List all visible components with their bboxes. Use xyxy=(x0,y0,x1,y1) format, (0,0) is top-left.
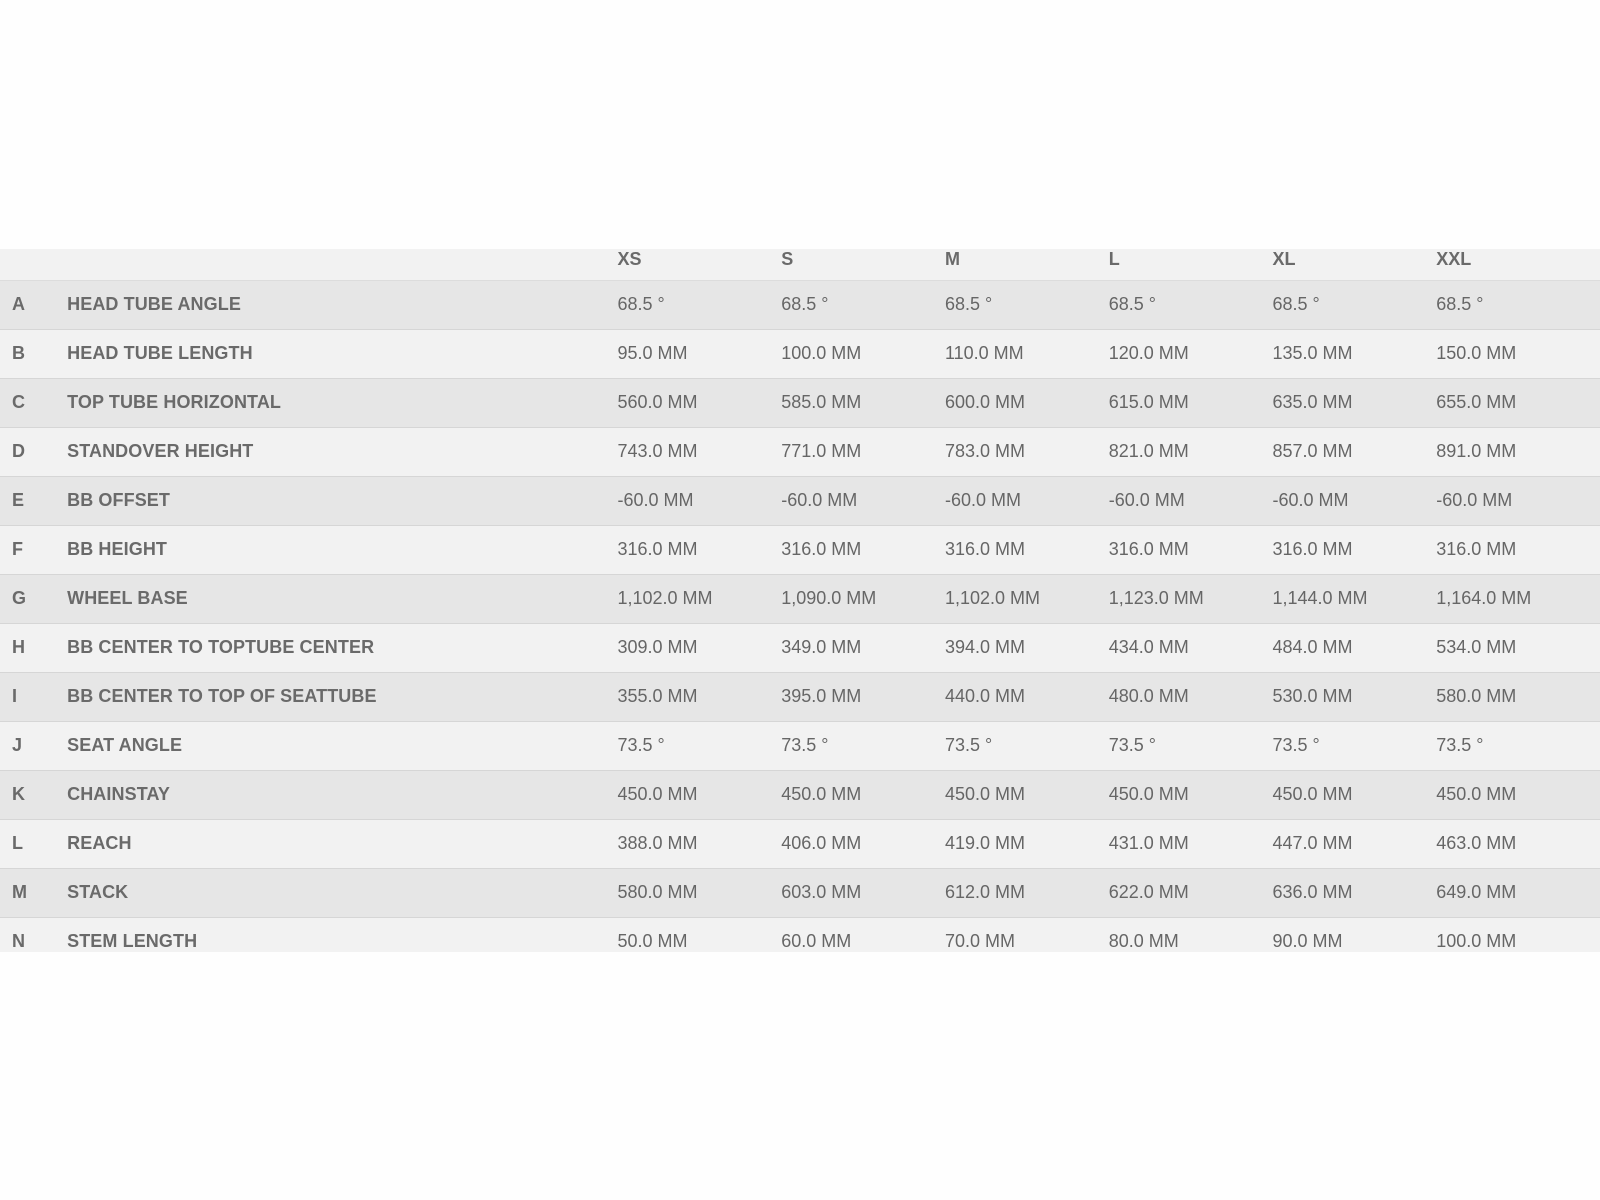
cell-value: 530.0 MM xyxy=(1272,686,1353,706)
row-label: STEM LENGTH xyxy=(67,931,198,951)
cell-value: 580.0 MM xyxy=(617,882,698,902)
row-letter: M xyxy=(12,882,27,902)
row-letter: G xyxy=(12,588,27,608)
row-letter: F xyxy=(12,539,23,559)
cell-value: -60.0 MM xyxy=(1272,490,1349,510)
row-label: HEAD TUBE ANGLE xyxy=(67,294,241,314)
cell-value: 120.0 MM xyxy=(1108,343,1189,363)
cell-value: 821.0 MM xyxy=(1108,441,1189,461)
cell-value: 316.0 MM xyxy=(781,539,862,559)
row-letter: I xyxy=(12,686,18,706)
size-header: M xyxy=(944,249,960,269)
cell-value: 349.0 MM xyxy=(781,637,862,657)
row-letter: J xyxy=(12,735,23,755)
cell-value: 355.0 MM xyxy=(617,686,698,706)
cell-value: 600.0 MM xyxy=(944,392,1025,412)
row-label: REACH xyxy=(67,833,132,853)
cell-value: 73.5 ° xyxy=(1272,735,1320,755)
table-header xyxy=(0,249,1600,280)
cell-value: 743.0 MM xyxy=(617,441,698,461)
cell-value: 73.5 ° xyxy=(1108,735,1156,755)
table-body xyxy=(0,280,1600,952)
cell-value: 450.0 MM xyxy=(1108,784,1189,804)
cell-value: 60.0 MM xyxy=(781,931,852,951)
cell-value: 73.5 ° xyxy=(617,735,665,755)
cell-value: 90.0 MM xyxy=(1272,931,1343,951)
row-label: SEAT ANGLE xyxy=(67,735,183,755)
cell-value: 309.0 MM xyxy=(617,637,698,657)
cell-value: 316.0 MM xyxy=(1272,539,1353,559)
cell-value: 95.0 MM xyxy=(617,343,688,363)
cell-value: 68.5 ° xyxy=(617,294,665,314)
cell-value: 615.0 MM xyxy=(1108,392,1189,412)
cell-value: 484.0 MM xyxy=(1272,637,1353,657)
cell-value: 434.0 MM xyxy=(1108,637,1189,657)
row-label: WHEEL BASE xyxy=(67,588,188,608)
geometry-table-container xyxy=(0,249,1600,952)
table-row xyxy=(0,427,1600,476)
table-row xyxy=(0,672,1600,721)
cell-value: 316.0 MM xyxy=(944,539,1025,559)
row-letter: E xyxy=(12,490,25,510)
row-letter: D xyxy=(12,441,25,461)
row-label: BB OFFSET xyxy=(67,490,171,510)
row-label: BB CENTER TO TOPTUBE CENTER xyxy=(67,637,375,657)
cell-value: 70.0 MM xyxy=(944,931,1015,951)
cell-value: 783.0 MM xyxy=(944,441,1025,461)
row-letter: B xyxy=(12,343,25,363)
cell-value: 585.0 MM xyxy=(781,392,862,412)
cell-value: 100.0 MM xyxy=(1436,931,1517,951)
cell-value: 649.0 MM xyxy=(1436,882,1517,902)
size-header: S xyxy=(781,249,794,269)
cell-value: 891.0 MM xyxy=(1436,441,1517,461)
size-header: L xyxy=(1108,249,1120,269)
cell-value: 419.0 MM xyxy=(944,833,1025,853)
header-letter-blank xyxy=(0,249,67,280)
row-label: TOP TUBE HORIZONTAL xyxy=(67,392,282,412)
table-row xyxy=(0,525,1600,574)
cell-value: 394.0 MM xyxy=(944,637,1025,657)
cell-value: -60.0 MM xyxy=(944,490,1021,510)
row-label: BB HEIGHT xyxy=(67,539,168,559)
row-letter: A xyxy=(12,294,25,314)
cell-value: 560.0 MM xyxy=(617,392,698,412)
cell-value: 480.0 MM xyxy=(1108,686,1189,706)
cell-value: -60.0 MM xyxy=(1108,490,1185,510)
cell-value: 316.0 MM xyxy=(1436,539,1517,559)
cell-value: 68.5 ° xyxy=(781,294,829,314)
size-header: XS xyxy=(617,249,642,269)
cell-value: 316.0 MM xyxy=(1108,539,1189,559)
table-row xyxy=(0,623,1600,672)
table-row xyxy=(0,721,1600,770)
cell-value: 135.0 MM xyxy=(1272,343,1353,363)
table-row xyxy=(0,917,1600,952)
table-row xyxy=(0,574,1600,623)
cell-value: 68.5 ° xyxy=(1108,294,1156,314)
cell-value: 50.0 MM xyxy=(617,931,688,951)
geometry-table xyxy=(0,249,1600,952)
cell-value: 1,090.0 MM xyxy=(781,588,877,608)
row-label: CHAINSTAY xyxy=(67,784,171,804)
cell-value: 110.0 MM xyxy=(944,343,1024,363)
cell-value: 80.0 MM xyxy=(1108,931,1179,951)
row-letter: L xyxy=(12,833,23,853)
cell-value: -60.0 MM xyxy=(617,490,694,510)
table-row xyxy=(0,476,1600,525)
cell-value: 68.5 ° xyxy=(944,294,993,314)
cell-value: 612.0 MM xyxy=(944,882,1025,902)
header-row xyxy=(0,249,1600,280)
table-row xyxy=(0,280,1600,329)
size-header: XL xyxy=(1272,249,1296,269)
cell-value: 406.0 MM xyxy=(781,833,862,853)
cell-value: 655.0 MM xyxy=(1436,392,1517,412)
cell-value: 1,102.0 MM xyxy=(617,588,713,608)
row-letter: N xyxy=(12,931,25,951)
row-letter: C xyxy=(12,392,25,412)
cell-value: -60.0 MM xyxy=(781,490,858,510)
cell-value: 150.0 MM xyxy=(1436,343,1517,363)
row-letter: H xyxy=(12,637,25,657)
header-label-blank xyxy=(67,249,617,280)
cell-value: 450.0 MM xyxy=(944,784,1025,804)
cell-value: 1,144.0 MM xyxy=(1272,588,1368,608)
table-row xyxy=(0,819,1600,868)
cell-value: 68.5 ° xyxy=(1272,294,1320,314)
cell-value: 534.0 MM xyxy=(1436,637,1517,657)
cell-value: 73.5 ° xyxy=(781,735,829,755)
cell-value: 857.0 MM xyxy=(1272,441,1353,461)
table-row xyxy=(0,378,1600,427)
cell-value: 450.0 MM xyxy=(781,784,862,804)
cell-value: 1,164.0 MM xyxy=(1436,588,1532,608)
cell-value: 68.5 ° xyxy=(1436,294,1484,314)
cell-value: 463.0 MM xyxy=(1436,833,1517,853)
cell-value: 440.0 MM xyxy=(944,686,1025,706)
cell-value: 447.0 MM xyxy=(1272,833,1353,853)
cell-value: 316.0 MM xyxy=(617,539,698,559)
table-row xyxy=(0,329,1600,378)
row-label: HEAD TUBE LENGTH xyxy=(67,343,253,363)
cell-value: 100.0 MM xyxy=(781,343,862,363)
cell-value: 73.5 ° xyxy=(1436,735,1484,755)
cell-value: 635.0 MM xyxy=(1272,392,1353,412)
cell-value: 450.0 MM xyxy=(617,784,698,804)
table-row xyxy=(0,868,1600,917)
cell-value: 1,102.0 MM xyxy=(944,588,1040,608)
row-label: STANDOVER HEIGHT xyxy=(67,441,254,461)
cell-value: 622.0 MM xyxy=(1108,882,1189,902)
cell-value: -60.0 MM xyxy=(1436,490,1513,510)
cell-value: 1,123.0 MM xyxy=(1108,588,1204,608)
row-label: STACK xyxy=(67,882,129,902)
cell-value: 450.0 MM xyxy=(1272,784,1353,804)
cell-value: 431.0 MM xyxy=(1108,833,1189,853)
cell-value: 73.5 ° xyxy=(944,735,993,755)
cell-value: 636.0 MM xyxy=(1272,882,1353,902)
cell-value: 395.0 MM xyxy=(781,686,862,706)
cell-value: 603.0 MM xyxy=(781,882,862,902)
table-row xyxy=(0,770,1600,819)
row-label: BB CENTER TO TOP OF SEATTUBE xyxy=(67,686,377,706)
size-header: XXL xyxy=(1436,249,1472,269)
cell-value: 771.0 MM xyxy=(781,441,862,461)
cell-value: 580.0 MM xyxy=(1436,686,1517,706)
row-letter: K xyxy=(12,784,25,804)
cell-value: 450.0 MM xyxy=(1436,784,1517,804)
cell-value: 388.0 MM xyxy=(617,833,698,853)
